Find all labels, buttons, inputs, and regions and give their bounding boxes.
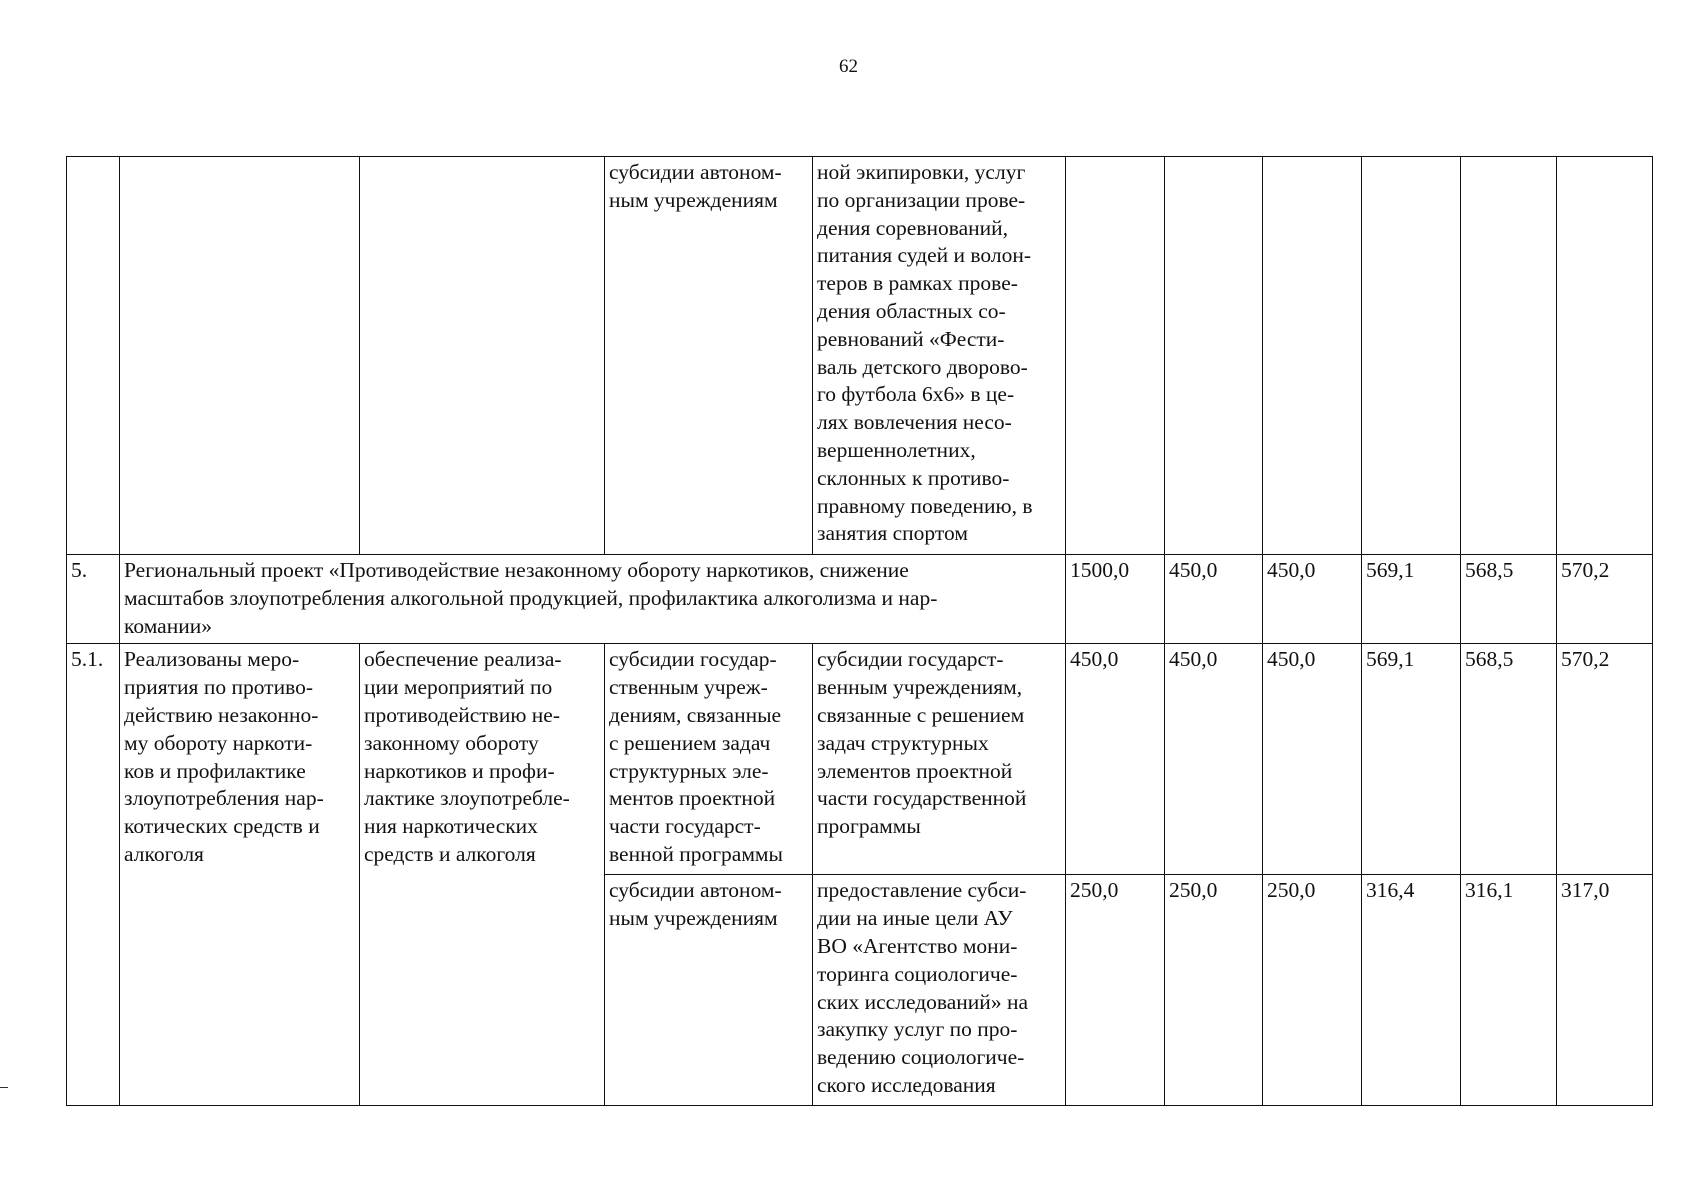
cell-purpose: субсидии государст- венным учреждениям, связанные с решением задач структурных элементов проектной части государственной программы	[813, 644, 1066, 875]
cell-value: 450,0	[1165, 644, 1263, 875]
cell-project-title: Региональный проект «Противодействие незаконному обороту наркотиков, снижение масштабов злоупотребления алкогольной продукцией, профилактика алкоголизма и нар- комании»	[120, 555, 1066, 644]
cell-value: 250,0	[1066, 875, 1165, 1106]
cell-recipient-type: субсидии автоном- ным учреждениям	[605, 875, 813, 1106]
cell-num: 5.1.	[67, 644, 120, 1106]
cell-value: 568,5	[1461, 555, 1557, 644]
cell-recipient-type: субсидии государ- ственным учреж- дениям, связанные с решением задач структурных эле- ментов проектной части государст- венной программы	[605, 644, 813, 875]
margin-tick-mark	[0, 1087, 8, 1088]
cell-value: 450,0	[1263, 644, 1362, 875]
cell-value: 317,0	[1557, 875, 1653, 1106]
cell-value: 568,5	[1461, 644, 1557, 875]
cell-value: 1500,0	[1066, 555, 1165, 644]
cell-value: 316,4	[1362, 875, 1461, 1106]
cell-value: 570,2	[1557, 555, 1653, 644]
cell-value	[1165, 157, 1263, 555]
cell-value: 250,0	[1263, 875, 1362, 1106]
cell-recipient-type: субсидии автоном- ным учреждениям	[605, 157, 813, 555]
cell-value: 450,0	[1066, 644, 1165, 875]
cell-value: 569,1	[1362, 555, 1461, 644]
cell-purpose: ной экипировки, услуг по организации прове- дения соревнований, питания судей и волон- теров в рамках прове- дения областных со- ревнований «Фести- валь детского дворово- го футбола 6х6» в це- лях вовлечения несо- вершеннолетних, склонных к противо- правному поведению, в занятия спортом	[813, 157, 1066, 555]
cell-value: 316,1	[1461, 875, 1557, 1106]
cell-value	[1066, 157, 1165, 555]
cell-measure: обеспечение реализа- ции мероприятий по противодействию не- законному обороту наркотиков и профи- лактике злоупотребле- ния наркотических средств и алкоголя	[360, 644, 605, 1106]
cell-measure	[360, 157, 605, 555]
cell-value	[1557, 157, 1653, 555]
cell-result	[120, 157, 360, 555]
table-row-project-5	[67, 555, 1653, 644]
cell-value	[1362, 157, 1461, 555]
page-number: 62	[839, 56, 858, 77]
cell-value: 450,0	[1263, 555, 1362, 644]
cell-value: 250,0	[1165, 875, 1263, 1106]
table-row-5-1-a	[67, 644, 1653, 875]
cell-value: 570,2	[1557, 644, 1653, 875]
cell-value: 569,1	[1362, 644, 1461, 875]
cell-num: 5.	[67, 555, 120, 644]
table-row-continuation	[67, 157, 1653, 555]
cell-num	[67, 157, 120, 555]
cell-value	[1263, 157, 1362, 555]
cell-value	[1461, 157, 1557, 555]
cell-purpose: предоставление субси- дии на иные цели АУ ВО «Агентство мони- торинга социологиче- ских исследований» на закупку услуг по про- ведению социологиче- ского исследования	[813, 875, 1066, 1106]
cell-result: Реализованы меро- приятия по противо- действию незаконно- му обороту наркоти- ков и профилактике злоупотребления нар- котических средств и алкоголя	[120, 644, 360, 1106]
program-table	[66, 156, 1653, 1106]
cell-value: 450,0	[1165, 555, 1263, 644]
